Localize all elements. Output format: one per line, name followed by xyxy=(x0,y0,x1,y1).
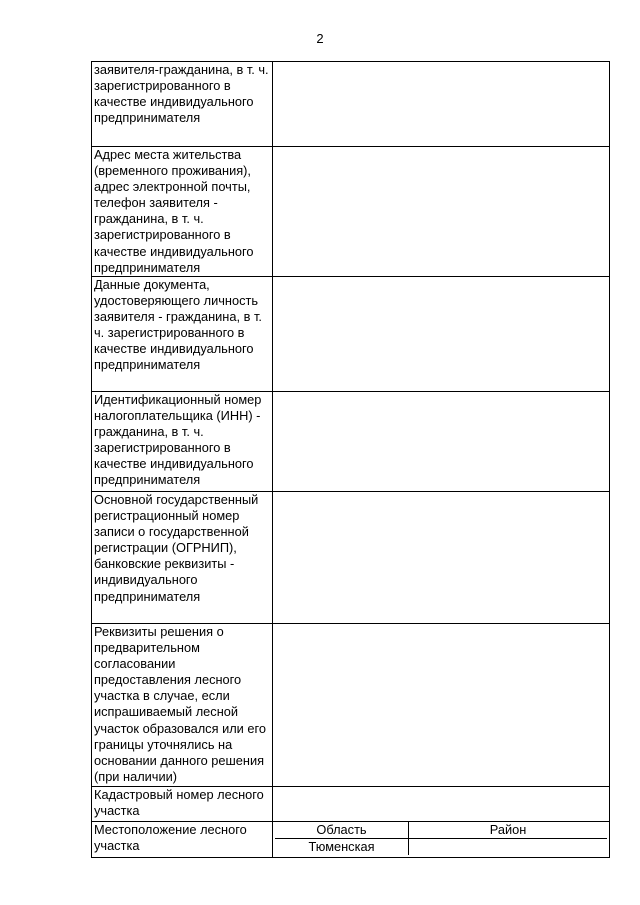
row-value-decision-details[interactable] xyxy=(273,624,610,787)
row-label-decision-details: Реквизиты решения о предварительном согласовании предоставления лесного участка в случае, если испрашиваемый лесной участок образовался или его границы уточнялись на основании данного решения (при наличии) xyxy=(92,624,273,787)
page-number: 2 xyxy=(316,31,324,46)
table-row xyxy=(92,492,610,624)
oblast-value[interactable]: Тюменская xyxy=(275,839,409,856)
row-value-inn[interactable] xyxy=(273,392,610,492)
table-row xyxy=(92,822,610,858)
table-row xyxy=(92,62,610,147)
rayon-header: Район xyxy=(409,822,608,839)
table-row xyxy=(92,787,610,822)
table-row xyxy=(92,392,610,492)
application-form-table xyxy=(91,61,610,858)
row-label-identity-document: Данные документа, удостоверяющего личность заявителя - гражданина, в т. ч. зарегистрированного в качестве индивидуального предпринимателя xyxy=(92,277,273,392)
location-subtable xyxy=(275,822,607,855)
row-label-applicant-name: заявителя-гражданина, в т. ч. зарегистрированного в качестве индивидуального предпринимателя xyxy=(92,62,273,147)
row-label-inn: Идентификационный номер налогоплательщика (ИНН) - гражданина, в т. ч. зарегистрированного в качестве индивидуального предпринимателя xyxy=(92,392,273,492)
table-row xyxy=(92,277,610,392)
oblast-header: Область xyxy=(275,822,409,839)
row-label-ogrnip: Основной государственный регистрационный номер записи о государственной регистрации (ОГРНИП), банковские реквизиты - индивидуального предпринимателя xyxy=(92,492,273,624)
row-value-address[interactable] xyxy=(273,147,610,277)
rayon-value[interactable] xyxy=(409,839,608,856)
location-value-row xyxy=(275,839,607,856)
row-label-location: Местоположение лесного участка xyxy=(92,822,273,858)
row-value-identity-document[interactable] xyxy=(273,277,610,392)
location-header-row xyxy=(275,822,607,839)
table-row xyxy=(92,624,610,787)
row-value-cadastral-number[interactable] xyxy=(273,787,610,822)
table-row xyxy=(92,147,610,277)
row-value-ogrnip[interactable] xyxy=(273,492,610,624)
row-label-address: Адрес места жительства (временного проживания), адрес электронной почты, телефон заявителя - гражданина, в т. ч. зарегистрированного в качестве индивидуального предпринимателя xyxy=(92,147,273,277)
row-value-applicant-name[interactable] xyxy=(273,62,610,147)
row-label-cadastral-number: Кадастровый номер лесного участка xyxy=(92,787,273,822)
row-value-location xyxy=(273,822,610,858)
